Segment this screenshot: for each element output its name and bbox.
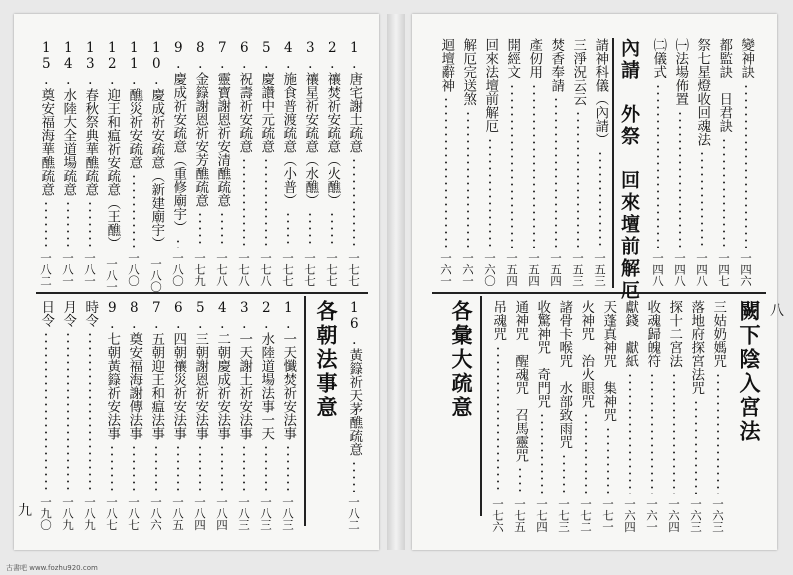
right-folio: 八: [770, 303, 784, 319]
right-lower-entry: [620, 300, 640, 532]
leader-dots: [45, 200, 47, 248]
left-upper-entry: [234, 40, 254, 286]
leader-dots: [445, 96, 447, 248]
leader-dots: [533, 83, 535, 248]
entry-title: 5.三朝謝恩祈安法事: [192, 300, 209, 440]
right-mid-entry: [568, 38, 588, 286]
entry-title: 都監訣 日君訣: [716, 38, 733, 133]
leader-dots: [511, 83, 513, 248]
section-heading-sections: 各彙大疏意: [449, 300, 473, 420]
entry-page: 一八七: [127, 495, 141, 530]
entry-title: 10.慶成祈安疏意（新建廟宇）: [148, 40, 165, 250]
left-upper-entry: [300, 40, 320, 286]
entry-title: 9.慶成祈安疏意（重修廟宇）: [170, 40, 187, 234]
leader-dots: [89, 200, 91, 248]
leader-dots: [287, 211, 289, 248]
entry-page: 一七八: [215, 251, 229, 286]
entry-title: 焚香奉請: [548, 38, 565, 92]
leader-dots: [67, 200, 69, 248]
entry-page: 一八二: [347, 495, 361, 530]
leader-dots: [199, 211, 201, 248]
leader-dots: [331, 211, 333, 248]
left-lower-entry: [124, 300, 144, 530]
left-upper-entry: [146, 40, 166, 293]
entry-title: 月令: [60, 300, 77, 327]
entry-page: 一五四: [505, 251, 519, 286]
entry-title: 12.迎王和瘟祈安疏意（王醮）: [104, 40, 121, 250]
leader-dots: [199, 444, 201, 492]
entry-page: 一六一: [645, 497, 659, 532]
entry-page: 一六一: [461, 251, 475, 286]
left-lower-entry: [234, 300, 254, 530]
left-lower-entry: [36, 300, 56, 530]
right-lower-entry: [576, 300, 596, 532]
entry-title: 1.唐宅謝土疏意: [346, 40, 363, 153]
right-mid-entry: [524, 38, 544, 286]
leader-dots: [467, 110, 469, 248]
leader-dots: [111, 444, 113, 492]
entry-page: 一七九: [193, 251, 207, 286]
leader-dots: [701, 150, 703, 248]
leader-dots: [221, 444, 223, 492]
entry-title: 14.水陸大全道場疏意: [60, 40, 77, 196]
right-mid-entry: [458, 38, 478, 286]
left-upper-entry: [256, 40, 276, 286]
leader-dots: [577, 110, 579, 248]
entry-title: 5.慶讚中元疏意: [258, 40, 275, 153]
section-heading-palace: 闕下陰入宮法: [737, 300, 761, 444]
right-mid-entry: [436, 38, 456, 286]
entry-page: 一八一: [83, 251, 97, 286]
entry-page: 一四六: [739, 251, 753, 286]
entry-page: 一七四: [535, 497, 549, 532]
entry-page: 一九〇: [39, 495, 53, 530]
entry-page: 一七六: [491, 497, 505, 532]
left-upper-entry: [278, 40, 298, 286]
leader-dots: [717, 372, 719, 494]
leader-dots: [563, 453, 565, 494]
entry-title: 收魂歸魄符: [644, 300, 661, 368]
entry-title: 6.四朝禳災祈安法事: [170, 300, 187, 440]
entry-page: 一八三: [281, 495, 295, 530]
leader-dots: [287, 444, 289, 492]
entry-title: 三姑奶媽咒: [710, 300, 727, 368]
entry-title: 日令: [38, 300, 55, 327]
entry-page: 一七七: [303, 251, 317, 286]
entry-page: 一七二: [579, 497, 593, 532]
right-lower-entry: [642, 300, 662, 532]
right-upper-entry: [692, 38, 712, 286]
entry-title: 7.五朝迎王和瘟法事: [148, 300, 165, 440]
leader-dots: [89, 331, 91, 492]
right-mid-entry: [502, 38, 522, 286]
entry-title: 祭七星燈收回魂法: [694, 38, 711, 146]
entry-title: 7.靈寶謝恩祈安清醮疏意: [214, 40, 231, 207]
leader-dots: [629, 372, 631, 494]
right-lower-entry: [488, 300, 508, 532]
entry-title: 13.春秋祭典華醮疏意: [82, 40, 99, 196]
section-heading: 各朝法事意: [314, 300, 338, 420]
left-lower-entry: [80, 300, 100, 530]
right-mid-entry: [546, 38, 566, 286]
entry-title: 4.施食普渡疏意（小普）: [280, 40, 297, 207]
leader-dots: [265, 444, 267, 492]
right-mid-entry: [480, 38, 500, 286]
entry-page: 一七七: [281, 251, 295, 286]
entry-page: 一五三: [593, 251, 607, 286]
leader-dots: [133, 173, 135, 248]
entry-title: 產仞用: [526, 38, 543, 79]
leader-dots: [353, 460, 355, 492]
entry-title: 請神科儀（內請）: [592, 38, 609, 146]
right-upper-entry: [670, 38, 690, 286]
entry-title: 探十二宮法: [666, 300, 683, 368]
leader-dots: [745, 83, 747, 248]
right-lower-entry: [510, 300, 530, 532]
left-lower-entry: [190, 300, 210, 530]
entry-page: 一八五: [171, 495, 185, 530]
entry-page: 一八四: [193, 495, 207, 530]
left-lower-entry: [146, 300, 166, 530]
leader-dots: [133, 444, 135, 492]
entry-page: 一四八: [651, 251, 665, 286]
entry-title: 2.禳焚祈安疏意（火醮）: [324, 40, 341, 207]
entry-title: 諸骨卡喉咒 水部致雨咒: [556, 300, 573, 449]
entry-title: 迴壇辭神: [438, 38, 455, 92]
leader-dots: [243, 157, 245, 248]
entry-page: 一八四: [215, 495, 229, 530]
entry-page: 一八二: [39, 251, 53, 286]
left-upper-entry: [124, 40, 144, 286]
left-divider: [36, 292, 368, 294]
left-upper-entry: [58, 40, 78, 286]
entry-title: 吊魂咒: [490, 300, 507, 341]
left-folio: 九: [18, 503, 32, 519]
entry-page: 一八〇: [171, 251, 185, 286]
right-rule-a: [612, 38, 614, 288]
left-lower-entry: [168, 300, 188, 530]
leader-dots: [243, 444, 245, 492]
entry-title: 獻錢 獻紙: [622, 300, 639, 368]
left-upper-entry: [212, 40, 232, 286]
entry-title: 火神咒 治火眼咒: [578, 300, 595, 408]
entry-page: 一六三: [689, 497, 703, 532]
entry-page: 一四八: [673, 251, 687, 286]
entry-title: 回來法壇前解厄: [482, 38, 499, 133]
entry-page: 一八七: [105, 495, 119, 530]
entry-page: 一六四: [667, 497, 681, 532]
leader-dots: [519, 466, 521, 494]
right-lower-entry: [708, 300, 728, 532]
entry-title: ㈡儀式: [650, 38, 667, 79]
leader-dots: [489, 137, 491, 248]
leader-dots: [657, 83, 659, 248]
entry-page: 一七七: [325, 251, 339, 286]
entry-page: 一六一: [439, 251, 453, 286]
entry-page: 一五三: [571, 251, 585, 286]
entry-title: 落地府探宮法咒: [688, 300, 705, 395]
leader-dots: [67, 331, 69, 492]
leader-dots: [309, 211, 311, 248]
left-upper-entry: [322, 40, 342, 286]
entry-page: 一七三: [557, 497, 571, 532]
leader-dots: [177, 238, 179, 248]
right-rule-b: [480, 296, 482, 516]
entry-page: 一八〇: [149, 258, 163, 293]
entry-page: 一八三: [259, 495, 273, 530]
entry-page: 一八六: [149, 495, 163, 530]
entry-title: 時令: [82, 300, 99, 327]
left-lower-entry: [212, 300, 232, 530]
right-upper-entry: [736, 38, 756, 286]
right-upper-entry: [648, 38, 668, 286]
left-upper-entry: [344, 40, 364, 286]
left-lower-entry: [344, 300, 364, 530]
leader-dots: [651, 372, 653, 494]
entry-page: 一六四: [623, 497, 637, 532]
entry-title: 15.奠安福海華醮疏意: [38, 40, 55, 196]
entry-page: 一八一: [105, 258, 119, 293]
entry-page: 一八三: [237, 495, 251, 530]
left-lower-entry: [256, 300, 276, 530]
entry-page: 一四七: [717, 251, 731, 286]
entry-title: 2.水陸道場法事一天: [258, 300, 275, 440]
left-lower-entry: [58, 300, 78, 530]
leader-dots: [607, 426, 609, 494]
entry-page: 一五四: [549, 251, 563, 286]
right-lower-entry: [598, 300, 618, 532]
entry-title: 6.祝壽祈安疏意: [236, 40, 253, 153]
entry-title: 11.醮災祈安疏意: [126, 40, 143, 169]
entry-page: 一七八: [259, 251, 273, 286]
right-lower-entry: [532, 300, 552, 532]
entry-title: 開經文: [504, 38, 521, 79]
left-upper-entry: [36, 40, 56, 286]
entry-title: 天蓬真神咒 集神咒: [600, 300, 617, 422]
entry-page: 一七一: [601, 497, 615, 532]
right-lower-entry: [664, 300, 684, 532]
left-rule: [304, 296, 306, 526]
entry-title: 解厄完送煞: [460, 38, 477, 106]
leader-dots: [265, 157, 267, 248]
entry-title: 16.黃籙祈天茅醮疏意: [346, 300, 363, 456]
leader-dots: [221, 211, 223, 248]
right-lower-entry: [686, 300, 706, 532]
entry-page: 一六〇: [483, 251, 497, 286]
right-upper-entry: [714, 38, 734, 286]
left-upper-entry: [168, 40, 188, 286]
leader-dots: [177, 444, 179, 492]
section-heading-inner: 內請 外祭 回來壇前解厄: [618, 38, 640, 302]
entry-title: 3.一天謝土祈安法事: [236, 300, 253, 440]
entry-title: 變神訣: [738, 38, 755, 79]
entry-page: 一七五: [513, 497, 527, 532]
leader-dots: [353, 157, 355, 248]
left-lower-entry: [278, 300, 298, 530]
right-lower-entry: [554, 300, 574, 532]
leader-dots: [155, 444, 157, 492]
entry-title: 9.七朝黃籙祈安法事: [104, 300, 121, 440]
right-mid-entry: [590, 38, 610, 286]
entry-page: 一八一: [61, 251, 75, 286]
left-lower-entry: [102, 300, 122, 530]
entry-page: 一八九: [83, 495, 97, 530]
book-gutter: [387, 14, 405, 550]
leader-dots: [679, 110, 681, 248]
left-upper-entry: [102, 40, 122, 293]
leader-dots: [585, 412, 587, 494]
entry-page: 一八〇: [127, 251, 141, 286]
left-upper-entry: [80, 40, 100, 286]
leader-dots: [541, 412, 543, 494]
entry-title: 8.奠安福海謝傳法事: [126, 300, 143, 440]
entry-title: 4.二朝慶成祈安法事: [214, 300, 231, 440]
entry-title: ㈠法場佈置: [672, 38, 689, 106]
leader-dots: [599, 150, 601, 248]
entry-page: 一七七: [347, 251, 361, 286]
site-credit: 古書吧 www.fozhu920.com: [6, 564, 98, 572]
leader-dots: [723, 137, 725, 248]
entry-title: 3.禳星祈安疏意（水醮）: [302, 40, 319, 207]
entry-page: 一四八: [695, 251, 709, 286]
entry-title: 三淨況云云: [570, 38, 587, 106]
left-upper-entry: [190, 40, 210, 286]
right-divider-lower: [432, 292, 766, 294]
leader-dots: [555, 96, 557, 248]
entry-title: 收驚神咒 奇門咒: [534, 300, 551, 408]
entry-title: 8.金籙謝恩祈安芳醮疏意: [192, 40, 209, 207]
leader-dots: [695, 399, 697, 494]
entry-title: 通神咒 醒魂咒 召馬靈咒: [512, 300, 529, 462]
entry-title: 1.一天懺焚祈安法事: [280, 300, 297, 440]
leader-dots: [673, 372, 675, 494]
entry-page: 一六三: [711, 497, 725, 532]
entry-page: 一八九: [61, 495, 75, 530]
entry-page: 一五四: [527, 251, 541, 286]
entry-page: 一七八: [237, 251, 251, 286]
leader-dots: [497, 345, 499, 494]
leader-dots: [45, 331, 47, 492]
